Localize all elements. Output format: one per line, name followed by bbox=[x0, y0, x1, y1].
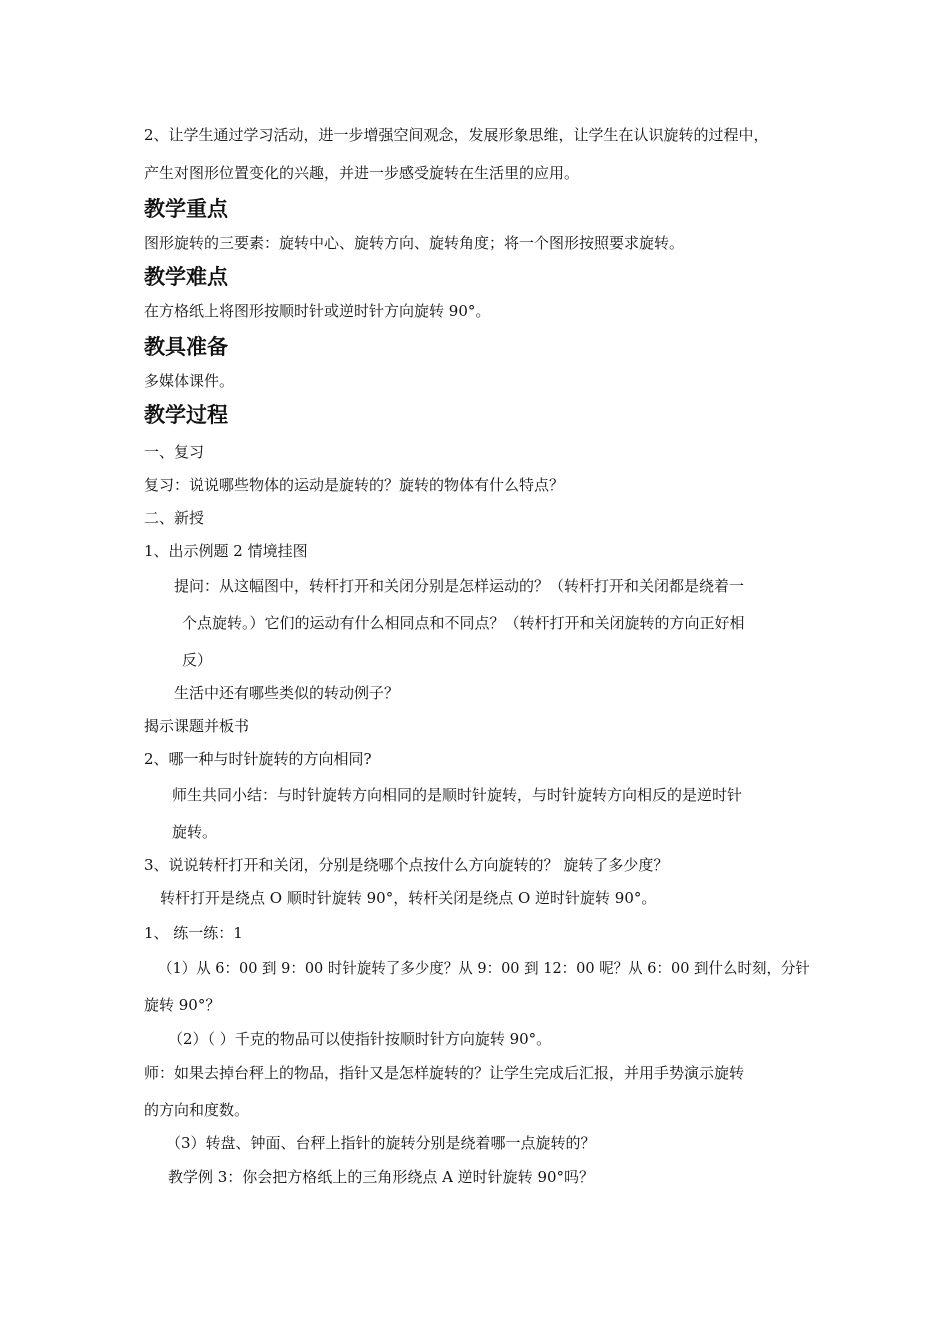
example-3: 教学例 3：你会把方格纸上的三角形绕点 A 逆时针旋转 90°吗？ bbox=[168, 1168, 595, 1186]
teacher-line-1: 师：如果去掉台秤上的物品，指针又是怎样旋转的？让学生完成后汇报，并用手势演示旋转 bbox=[144, 1064, 745, 1082]
difficult-points-text: 在方格纸上将图形按顺时针或逆时针方向旋转 90°。 bbox=[144, 302, 491, 320]
goal-2-line-2: 产生对图形位置变化的兴趣，并进一步感受旋转在生活里的应用。 bbox=[144, 164, 580, 182]
item-3: 3、说说转杆打开和关闭，分别是绕哪个点按什么方向旋转的？ 旋转了多少度？ bbox=[144, 856, 669, 874]
question-examples: 生活中还有哪些类似的转动例子？ bbox=[174, 684, 400, 702]
heading-difficult-points: 教学难点 bbox=[144, 265, 228, 289]
heading-teaching-process: 教学过程 bbox=[144, 403, 228, 427]
reveal-topic: 揭示课题并板书 bbox=[144, 717, 250, 735]
heading-key-points: 教学重点 bbox=[144, 197, 228, 221]
question-line-3: 反） bbox=[182, 651, 213, 669]
summary-line-2: 旋转。 bbox=[172, 823, 218, 841]
section-new-lesson: 二、新授 bbox=[144, 509, 205, 527]
teacher-line-2: 的方向和度数。 bbox=[144, 1101, 250, 1119]
review-question: 复习：说说哪些物体的运动是旋转的？旋转的物体有什么特点？ bbox=[144, 476, 565, 494]
exercise-1-line-1: （1）从 6：00 到 9：00 时针旋转了多少度？从 9：00 到 12：00 呢？从 6：00 到什么时刻，分针 bbox=[158, 959, 810, 977]
item-1: 1、出示例题 2 情境挂图 bbox=[144, 542, 308, 560]
item-3-answer: 转杆打开是绕点 O 顺时针旋转 90°，转杆关闭是绕点 O 逆时针旋转 90°。 bbox=[160, 889, 657, 907]
practice-heading: 1、 练一练：1 bbox=[144, 924, 243, 942]
goal-2-line-1: 2、让学生通过学习活动，进一步增强空间观念，发展形象思维，让学生在认识旋转的过程中， bbox=[144, 126, 769, 144]
exercise-1-line-2: 旋转 90°？ bbox=[144, 996, 221, 1014]
section-review: 一、复习 bbox=[144, 443, 205, 461]
heading-teaching-aids: 教具准备 bbox=[144, 335, 228, 359]
item-2: 2、哪一种与时针旋转的方向相同? bbox=[144, 750, 372, 768]
question-line-1: 提问：从这幅图中，转杆打开和关闭分别是怎样运动的？（转杆打开和关闭都是绕着一 bbox=[174, 577, 745, 595]
teaching-aids-text: 多媒体课件。 bbox=[144, 372, 235, 390]
exercise-2: （2）（ ）千克的物品可以使指针按顺时针方向旋转 90°。 bbox=[168, 1030, 552, 1048]
question-line-2: 个点旋转。）它们的运动有什么相同点和不同点？（转杆打开和关闭旋转的方向正好相 bbox=[182, 614, 745, 632]
exercise-3: （3）转盘、钟面、台秤上指针的旋转分别是绕着哪一点旋转的？ bbox=[166, 1134, 596, 1152]
key-points-text: 图形旋转的三要素：旋转中心、旋转方向、旋转角度；将一个图形按照要求旋转。 bbox=[144, 234, 685, 252]
summary-line-1: 师生共同小结：与时针旋转方向相同的是顺时针旋转，与时针旋转方向相反的是逆时针 bbox=[172, 786, 743, 804]
